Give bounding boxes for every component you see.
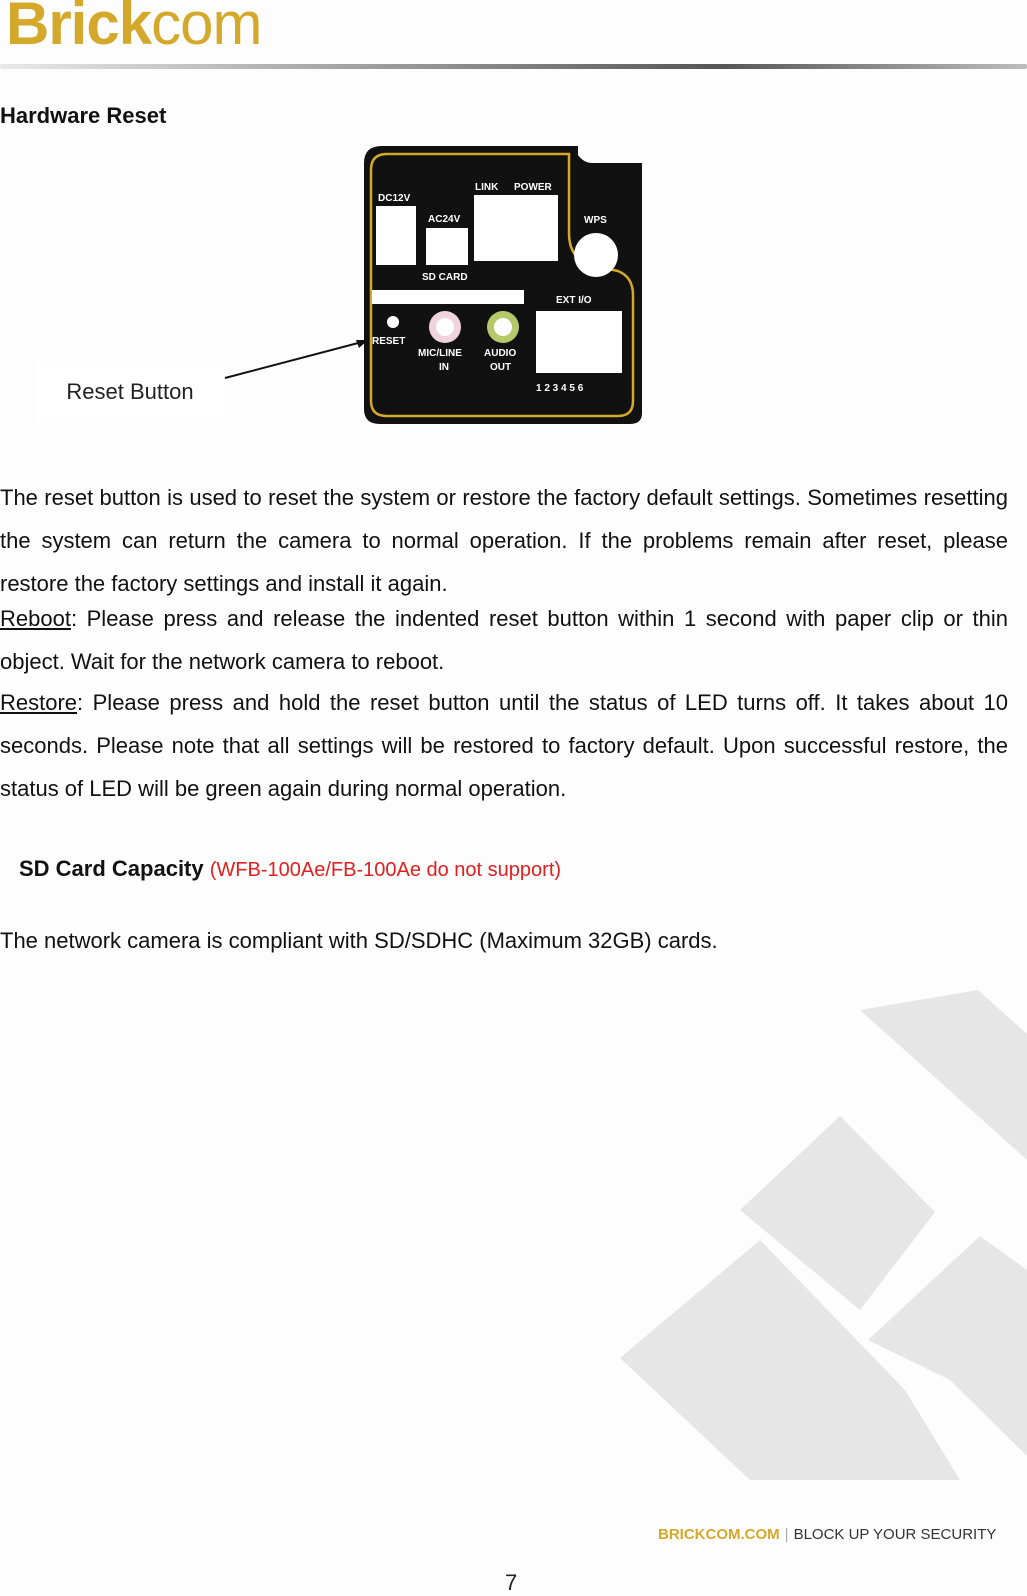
ac24v-port bbox=[426, 228, 468, 265]
logo-light-text: com bbox=[151, 0, 262, 57]
sd-card-note: (WFB-100Ae/FB-100Ae do not support) bbox=[209, 859, 562, 881]
link-power-port bbox=[474, 195, 558, 261]
sd-card-body bbox=[0, 919, 1008, 962]
reset-button-callout bbox=[36, 361, 224, 423]
watermark-block-1 bbox=[860, 990, 1027, 1160]
dc12v-port bbox=[376, 206, 416, 265]
restore-text: : Please press and hold the reset button until the status of LED turns off. It takes about 10 seconds. Please note that all settings will be restored to factory default. Upon successful restore, the status of LED will be green again during normal operation. bbox=[0, 690, 1008, 801]
panel-body bbox=[364, 146, 642, 424]
page-number: 7 bbox=[505, 1570, 518, 1595]
sd-card-heading bbox=[19, 856, 561, 882]
label-dc12v: DC12V bbox=[378, 193, 411, 204]
watermark-graphic bbox=[620, 980, 1027, 1485]
reboot-text: : Please press and release the indented reset button within 1 second with paper clip or thin object. Wait for the network camera to reboot. bbox=[0, 606, 1008, 674]
label-wps: WPS bbox=[584, 215, 607, 226]
label-mic-line-2: IN bbox=[439, 362, 449, 373]
label-mic-line-1: MIC/LINE bbox=[418, 348, 462, 359]
restore-term: Restore bbox=[0, 690, 78, 715]
label-audio-2: OUT bbox=[490, 362, 512, 373]
footer-separator: | bbox=[784, 1526, 789, 1543]
footer-site: BRICKCOM.COM bbox=[658, 1526, 780, 1543]
audio-out-jack-core bbox=[494, 318, 512, 336]
intro-text: The reset button is used to reset the system or restore the factory default settings. Sometimes resetting the system can return the camera to normal operation. If the problems remain after reset, please restore the factory settings and install it again. bbox=[0, 485, 1008, 596]
callout-label: Reset Button bbox=[66, 379, 194, 404]
wps-button bbox=[574, 233, 618, 277]
sd-card-title: SD Card Capacity bbox=[19, 856, 204, 881]
callout-arrow bbox=[222, 334, 372, 382]
intro-paragraph bbox=[0, 476, 1008, 605]
label-power: POWER bbox=[514, 182, 552, 193]
brickcom-logo bbox=[6, 0, 262, 57]
sd-card-body-text: The network camera is compliant with SD/SDHC (Maximum 32GB) cards. bbox=[0, 928, 718, 953]
section-title-hardware-reset: Hardware Reset bbox=[0, 103, 167, 128]
label-ac24v: AC24V bbox=[428, 214, 461, 225]
ext-io-port bbox=[536, 311, 622, 373]
restore-paragraph bbox=[0, 681, 1008, 810]
reboot-paragraph bbox=[0, 597, 1008, 683]
camera-panel-figure bbox=[358, 143, 648, 427]
label-sd-card: SD CARD bbox=[422, 272, 468, 283]
label-link: LINK bbox=[475, 182, 499, 193]
label-pins: 1 2 3 4 5 6 bbox=[536, 383, 584, 394]
footer-brand bbox=[658, 1526, 996, 1543]
label-reset: RESET bbox=[372, 336, 406, 347]
mic-line-in-jack-core bbox=[436, 318, 454, 336]
reboot-term: Reboot bbox=[0, 606, 71, 631]
logo-bold-text: Brick bbox=[6, 0, 152, 57]
footer-tagline: BLOCK UP YOUR SECURITY bbox=[793, 1526, 997, 1543]
header-rule bbox=[0, 64, 1027, 69]
sd-card-slot bbox=[372, 290, 524, 304]
label-ext-io: EXT I/O bbox=[556, 295, 592, 306]
reset-button-hole bbox=[387, 316, 399, 328]
label-audio-1: AUDIO bbox=[484, 348, 517, 359]
